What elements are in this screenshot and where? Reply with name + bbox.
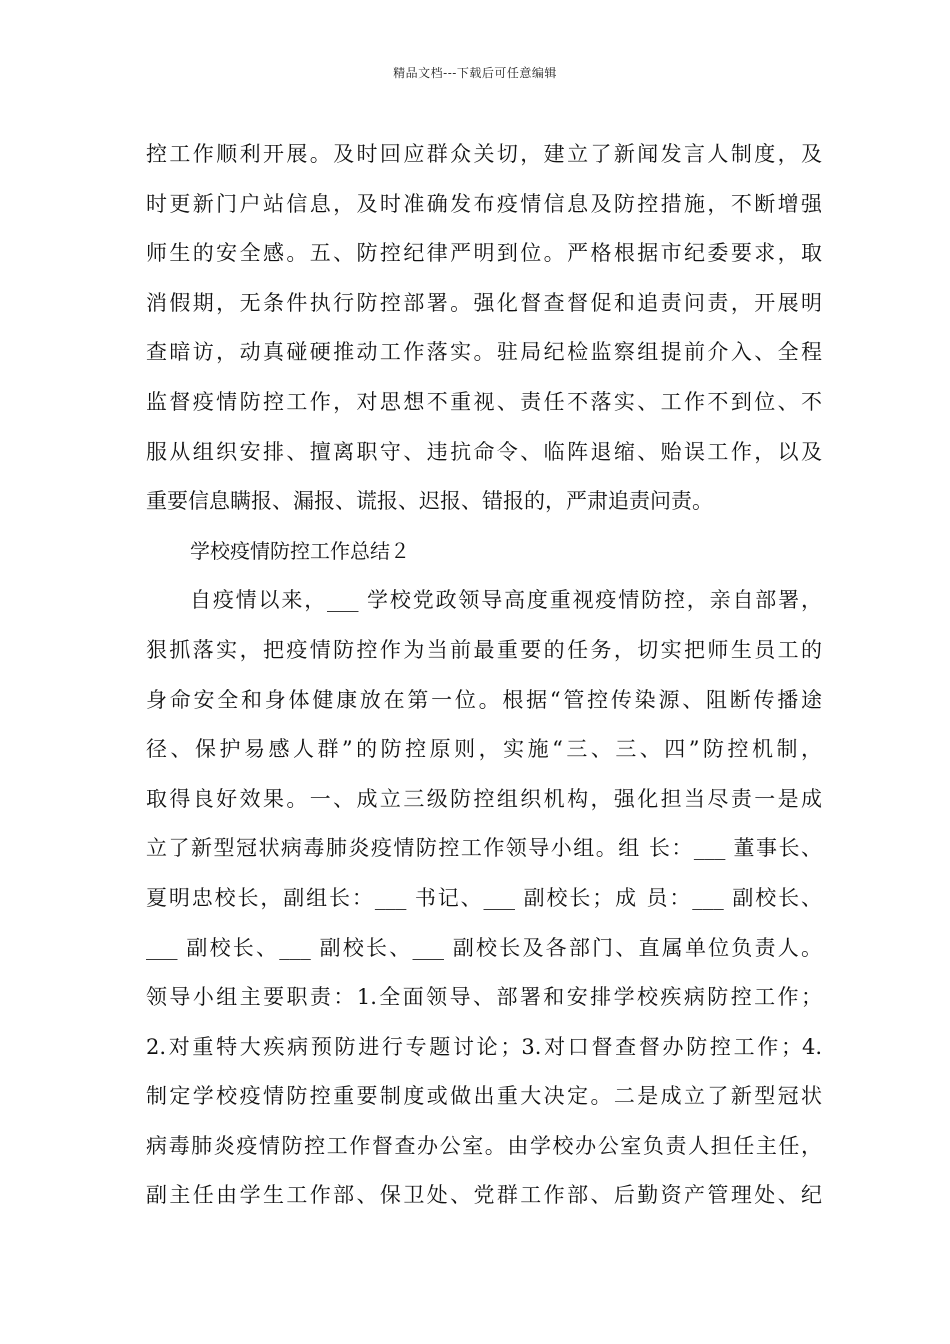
text-line: 立了新型冠状病毒肺炎疫情防控工作领导小组。组 长：___ 董事长、 [146, 836, 822, 861]
text-line: 副主任由学生工作部、保卫处、党群工作部、后勤资产管理处、纪 [146, 1183, 822, 1208]
paragraph [146, 576, 822, 1221]
text-line: ___ 副校长、___ 副校长、___ 副校长及各部门、直属单位负责人。 [146, 935, 822, 960]
text-line: 夏明忠校长，副组长：___ 书记、___ 副校长；成 员：___ 副校长、 [146, 885, 822, 910]
text-line: 径、保护易感人群”的防控原则，实施“三、三、四”防控机制， [146, 737, 822, 762]
text-line: 狠抓落实，把疫情防控作为当前最重要的任务，切实把师生员工的 [146, 637, 822, 662]
text-line: 师生的安全感。五、防控纪律严明到位。严格根据市纪委要求，取 [146, 241, 822, 266]
page-header: 精品文档---下载后可任意编辑 [393, 66, 557, 80]
text-line: 监督疫情防控工作，对思想不重视、责任不落实、工作不到位、不 [146, 389, 822, 414]
text-line: 自疫情以来，___ 学校党政领导高度重视疫情防控，亲自部署， [190, 588, 822, 613]
text-line: 2.对重特大疾病预防进行专题讨论；3.对口督查督办防控工作；4. [146, 1034, 822, 1059]
text-line: 取得良好效果。一、成立三级防控组织机构，强化担当尽责一是成 [146, 786, 822, 811]
text-line: 病毒肺炎疫情防控工作督查办公室。由学校办公室负责人担任主任， [146, 1133, 822, 1158]
heading-text: 学校疫情防控工作总结２ [190, 538, 410, 563]
text-line: 查暗访，动真碰硬推动工作落实。驻局纪检监察组提前介入、全程 [146, 340, 822, 365]
paragraph [146, 130, 822, 527]
text-line: 制定学校疫情防控重要制度或做出重大决定。二是成立了新型冠状 [146, 1084, 822, 1109]
text-line: 控工作顺利开展。及时回应群众关切，建立了新闻发言人制度，及 [146, 142, 822, 166]
text-line: 重要信息瞒报、漏报、谎报、迟报、错报的，严肃追责问责。 [146, 489, 713, 514]
document-body [146, 130, 822, 1221]
section-heading [146, 527, 822, 577]
text-line: 身命安全和身体健康放在第一位。根据“管控传染源、阻断传播途 [146, 687, 822, 712]
text-line: 服从组织安排、擅离职守、违抗命令、临阵退缩、贻误工作，以及 [146, 439, 822, 464]
text-line: 领导小组主要职责：1.全面领导、部署和安排学校疾病防控工作； [146, 985, 822, 1010]
text-line: 消假期，无条件执行防控部署。强化督查督促和追责问责，开展明 [146, 290, 822, 315]
text-line: 时更新门户站信息，及时准确发布疫情信息及防控措施，不断增强 [146, 191, 822, 216]
